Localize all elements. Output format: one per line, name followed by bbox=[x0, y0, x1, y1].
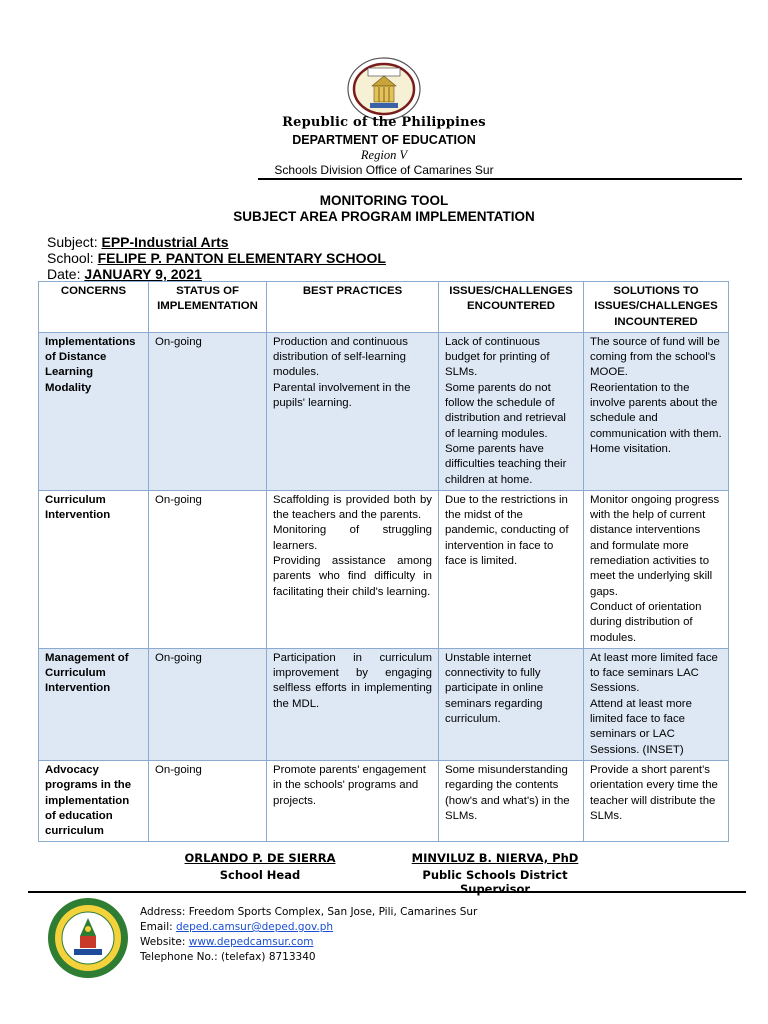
cell-concern: Advocacy programs in the implementation of education curriculum bbox=[39, 760, 149, 841]
col-header-best-practices: BEST PRACTICES bbox=[267, 282, 439, 333]
cell-solutions bbox=[584, 490, 729, 648]
footer-address-label: Address: bbox=[140, 906, 186, 918]
cell-text: At least more limited face to face seminars LAC Sessions. bbox=[590, 651, 718, 695]
cell-text: Provide a short parent's orientation every time the teacher will distribute the SLMs. bbox=[590, 763, 718, 822]
col-header-solutions: SOLUTIONS TO ISSUES/CHALLENGES INCOUNTERED bbox=[584, 282, 729, 333]
cell-issues bbox=[439, 760, 584, 841]
header-region: Region V bbox=[360, 148, 408, 162]
table-row bbox=[39, 760, 729, 841]
cell-text: Scaffolding is provided both by the teachers and the parents. bbox=[273, 493, 432, 522]
cell-text: Conduct of orientation during distribution of modules. bbox=[590, 600, 702, 644]
cell-status: On-going bbox=[149, 648, 267, 760]
cell-issues bbox=[439, 332, 584, 490]
cell-text: Monitoring of struggling learners. bbox=[273, 524, 432, 552]
cell-text: Some parents do not follow the schedule of distribution and retrieval of learning modules. bbox=[445, 381, 566, 440]
table-row bbox=[39, 490, 729, 648]
footer-email bbox=[140, 920, 333, 935]
signatory-supervisor bbox=[390, 851, 600, 896]
cell-concern: Management of Curriculum Intervention bbox=[39, 648, 149, 760]
header-divider bbox=[258, 178, 742, 180]
cell-status: On-going bbox=[149, 332, 267, 490]
monitoring-table bbox=[38, 281, 729, 842]
cell-text: Home visitation. bbox=[590, 442, 672, 455]
cell-issues bbox=[439, 648, 584, 760]
footer-address bbox=[140, 905, 477, 920]
cell-text: Unstable internet connectivity to fully participate in online seminars regarding curriculum. bbox=[445, 651, 544, 726]
signatory-school-head bbox=[170, 851, 350, 882]
table-row bbox=[39, 332, 729, 490]
footer-website bbox=[140, 935, 313, 950]
cell-solutions bbox=[584, 760, 729, 841]
footer-website-link[interactable]: www.depedcamsur.com bbox=[188, 936, 314, 948]
meta-date-label: Date: bbox=[47, 266, 81, 282]
meta-date-value: JANUARY 9, 2021 bbox=[84, 266, 202, 282]
cell-text: Due to the restrictions in the midst of the pandemic, conducting of intervention in face to face is limited. bbox=[445, 493, 569, 568]
cell-text: Parental involvement in the pupils' learning. bbox=[273, 381, 411, 410]
cell-text: The source of fund will be coming from the school's MOOE. bbox=[590, 335, 720, 379]
col-header-status: STATUS OF IMPLEMENTATION bbox=[149, 282, 267, 333]
footer-address-value: Freedom Sports Complex, San Jose, Pili, Camarines Sur bbox=[188, 906, 478, 918]
header-department: DEPARTMENT OF EDUCATION bbox=[292, 133, 476, 147]
signatory-position: School Head bbox=[219, 868, 301, 882]
meta-date bbox=[47, 266, 202, 282]
table-row bbox=[39, 648, 729, 760]
footer-email-label: Email: bbox=[140, 921, 173, 933]
cell-text: Some misunderstanding regarding the contents (how's and what's) in the SLMs. bbox=[445, 763, 570, 822]
meta-school bbox=[47, 250, 386, 266]
footer-phone-value: (telefax) 8713340 bbox=[220, 951, 316, 963]
cell-text: Promote parents' engagement in the schools' programs and projects. bbox=[273, 763, 426, 807]
cell-best-practices bbox=[267, 332, 439, 490]
cell-best-practices bbox=[267, 760, 439, 841]
footer-divider bbox=[28, 891, 746, 893]
footer-phone-label: Telephone No.: bbox=[140, 951, 218, 963]
division-seal-logo bbox=[46, 896, 130, 980]
col-header-issues: ISSUES/CHALLENGES ENCOUNTERED bbox=[439, 282, 584, 333]
signatory-position: Public Schools District Supervisor bbox=[422, 868, 568, 896]
header-division: Schools Division Office of Camarines Sur bbox=[274, 163, 494, 177]
cell-text: Reorientation to the involve parents about the schedule and communication with them. bbox=[590, 381, 722, 440]
cell-concern: Implementations of Distance Learning Modality bbox=[39, 332, 149, 490]
cell-status: On-going bbox=[149, 760, 267, 841]
meta-school-label: School: bbox=[47, 250, 94, 266]
signatory-name: ORLANDO P. DE SIERRA bbox=[184, 851, 336, 865]
cell-text: Participation in curriculum improvement by engaging selfless efforts in implementing the MDL. bbox=[273, 651, 432, 710]
cell-text: Monitor ongoing progress with the help of current distance interventions and formulate more remediation activities to meet the underlying skill gaps. bbox=[590, 493, 720, 598]
meta-subject-value: EPP-Industrial Arts bbox=[101, 234, 229, 250]
doc-title: MONITORING TOOL bbox=[319, 193, 449, 208]
footer-phone bbox=[140, 950, 316, 965]
footer-website-label: Website: bbox=[140, 936, 186, 948]
cell-text: Lack of continuous budget for printing of SLMs. bbox=[445, 335, 550, 379]
cell-best-practices bbox=[267, 648, 439, 760]
cell-issues bbox=[439, 490, 584, 648]
header-republic: Republic of the Philippines bbox=[282, 115, 486, 130]
cell-concern: Curriculum Intervention bbox=[39, 490, 149, 648]
cell-solutions bbox=[584, 648, 729, 760]
cell-text: Providing assistance among parents who find difficulty in facilitating their child's learning. bbox=[273, 555, 432, 598]
meta-subject-label: Subject: bbox=[47, 234, 98, 250]
meta-school-value: FELIPE P. PANTON ELEMENTARY SCHOOL bbox=[97, 250, 386, 266]
cell-text: Some parents have difficulties teaching their children at home. bbox=[445, 442, 567, 486]
cell-status: On-going bbox=[149, 490, 267, 648]
col-header-concerns: CONCERNS bbox=[39, 282, 149, 333]
meta-subject bbox=[47, 234, 229, 250]
table-header-row bbox=[39, 282, 729, 333]
doc-subtitle: SUBJECT AREA PROGRAM IMPLEMENTATION bbox=[233, 209, 535, 224]
cell-text: Attend at least more limited face to face seminars or LAC Sessions. (INSET) bbox=[590, 697, 692, 756]
footer-email-link[interactable]: deped.camsur@deped.gov.ph bbox=[176, 921, 334, 933]
signatory-name: MINVILUZ B. NIERVA, PhD bbox=[411, 851, 579, 865]
cell-text: Production and continuous distribution of self-learning modules. bbox=[273, 335, 408, 379]
deped-seal-logo bbox=[342, 56, 426, 122]
cell-solutions bbox=[584, 332, 729, 490]
cell-best-practices bbox=[267, 490, 439, 648]
